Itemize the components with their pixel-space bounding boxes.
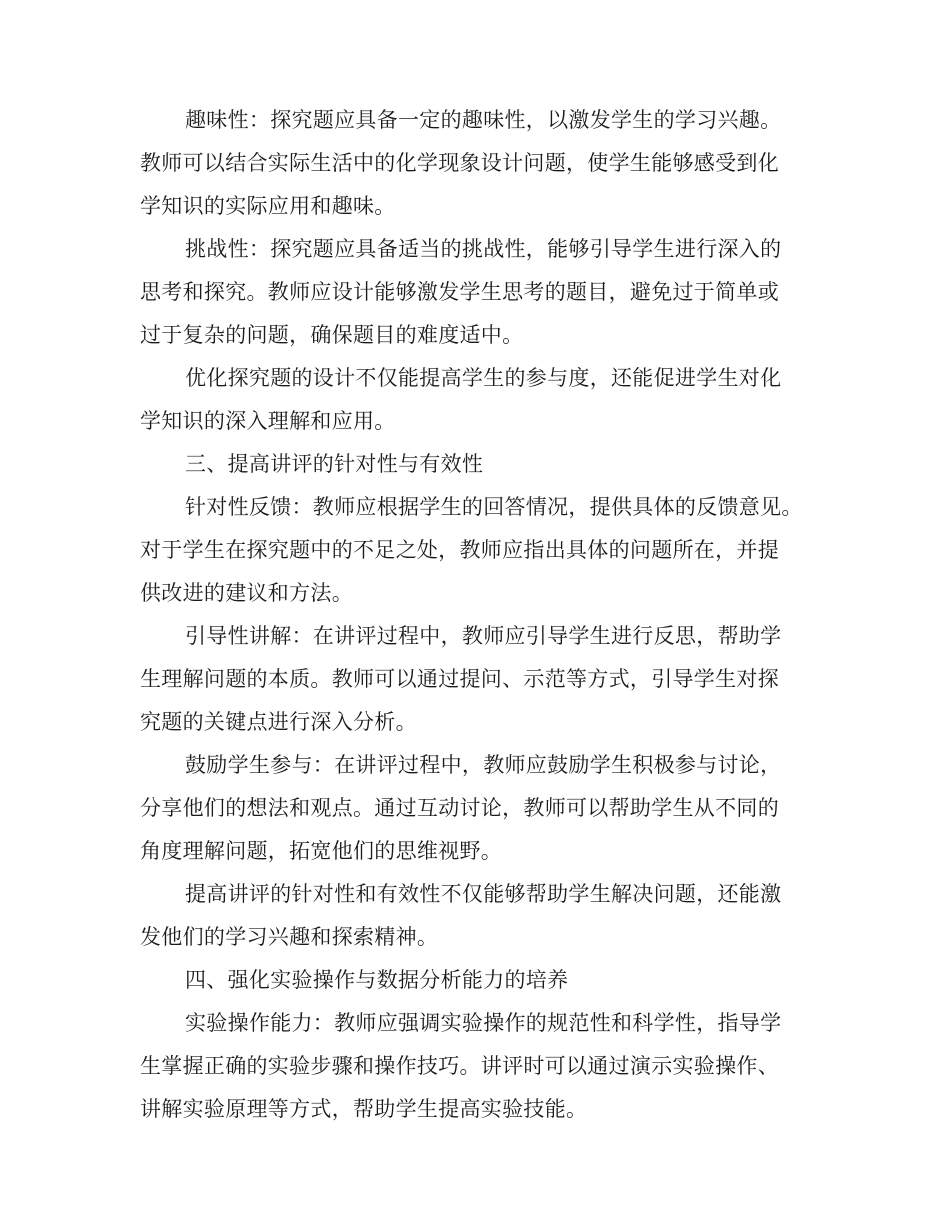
text-line: 角度理解问题，拓宽他们的思维视野。: [140, 839, 503, 863]
text-line: 学知识的实际应用和趣味。: [140, 194, 396, 218]
text-line: 讲解实验原理等方式，帮助学生提高实验技能。: [140, 1097, 588, 1121]
section-heading: 三、提高讲评的针对性与有效性: [185, 452, 484, 476]
text-line: 供改进的建议和方法。: [140, 581, 353, 605]
text-line: 优化探究题的设计不仅能提高学生的参与度，还能促进学生对化: [185, 366, 782, 390]
text-line: 针对性反馈：教师应根据学生的回答情况，提供具体的反馈意见。: [185, 495, 803, 519]
section-heading: 四、强化实验操作与数据分析能力的培养: [185, 968, 569, 992]
text-line: 究题的关键点进行深入分析。: [140, 710, 417, 734]
text-line: 生掌握正确的实验步骤和操作技巧。讲评时可以通过演示实验操作、: [140, 1054, 779, 1078]
text-line: 过于复杂的问题，确保题目的难度适中。: [140, 323, 524, 347]
text-line: 提高讲评的针对性和有效性不仅能够帮助学生解决问题，还能激: [185, 882, 782, 906]
text-line: 鼓励学生参与：在讲评过程中，教师应鼓励学生积极参与讨论，: [185, 753, 782, 777]
text-line: 挑战性：探究题应具备适当的挑战性，能够引导学生进行深入的: [185, 237, 782, 261]
text-line: 发他们的学习兴趣和探索精神。: [140, 925, 439, 949]
text-line: 学知识的深入理解和应用。: [140, 409, 396, 433]
text-line: 对于学生在探究题中的不足之处，教师应指出具体的问题所在，并提: [140, 538, 779, 562]
text-line: 分享他们的想法和观点。通过互动讨论，教师可以帮助学生从不同的: [140, 796, 779, 820]
text-line: 思考和探究。教师应设计能够激发学生思考的题目，避免过于简单或: [140, 280, 779, 304]
text-line: 趣味性：探究题应具备一定的趣味性，以激发学生的学习兴趣。: [185, 108, 782, 132]
text-line: 引导性讲解：在讲评过程中，教师应引导学生进行反思，帮助学: [185, 624, 782, 648]
text-line: 实验操作能力：教师应强调实验操作的规范性和科学性，指导学: [185, 1011, 782, 1035]
text-line: 教师可以结合实际生活中的化学现象设计问题，使学生能够感受到化: [140, 151, 779, 175]
text-line: 生理解问题的本质。教师可以通过提问、示范等方式，引导学生对探: [140, 667, 779, 691]
